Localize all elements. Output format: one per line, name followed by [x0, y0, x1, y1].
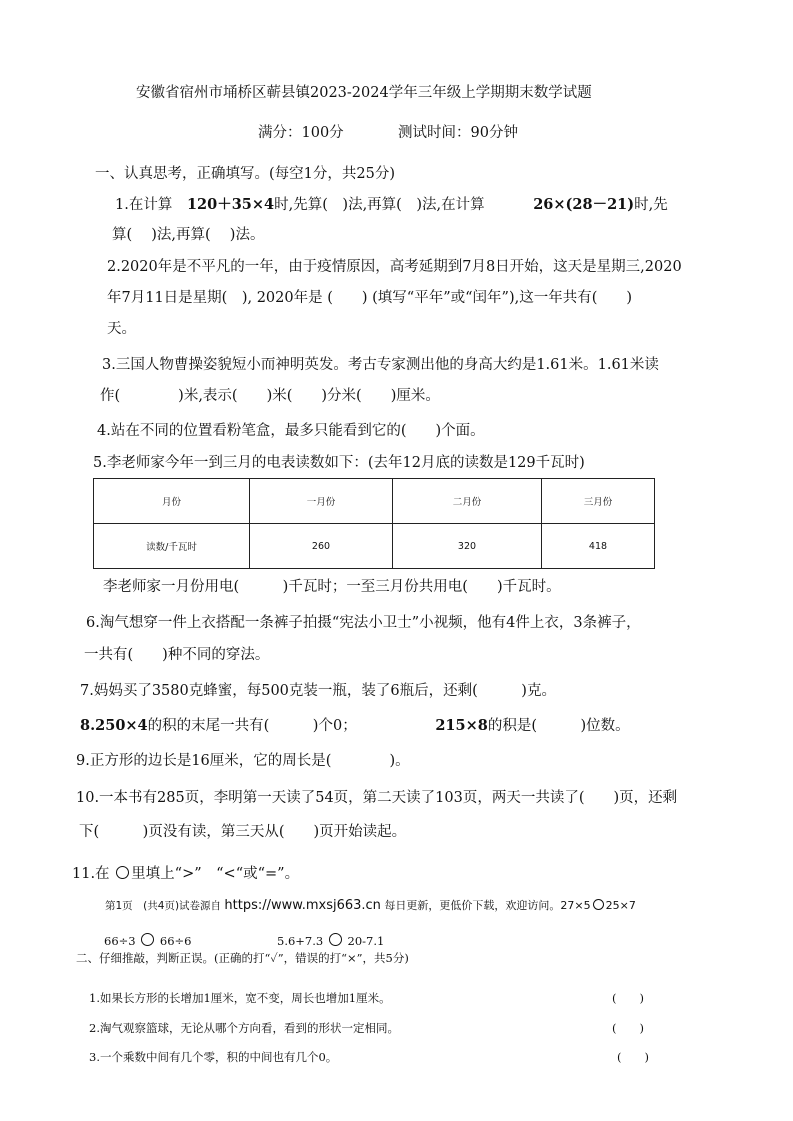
footer-text-c: 25×7 [605, 899, 636, 912]
table-cell: 418 [542, 524, 655, 569]
footer-text-a: 第1页 (共4页)试卷源自 [105, 900, 225, 912]
compare-right: 66÷6 [159, 934, 192, 948]
q11-text-b: 里填上“>” “<“或“=”。 [131, 866, 300, 882]
q5-text: 5.李老师家今年一到三月的电表读数如下：(去年12月底的读数是129千瓦时) [93, 455, 585, 471]
blank-circle-icon [329, 933, 342, 946]
blank-circle-icon [141, 933, 154, 946]
q10-line1: 10.一本书有285页，李明第一天读了54页，第二天读了103页，两天一共读了( )页，还剩 [76, 790, 678, 806]
q2-line3: 天。 [107, 321, 136, 337]
q8-text-a: 的积的末尾一共有( )个0； [147, 718, 357, 734]
q1-expr2: 26×(28－21) [533, 196, 635, 213]
q8-expr2: 215×8 [435, 717, 488, 734]
q5-after: 李老师家一月份用电( )千瓦时；一至三月份共用电( )千瓦时。 [103, 579, 561, 595]
q1-line2: 算( )法,再算( )法。 [112, 227, 265, 243]
q11-text-a: 11.在 [72, 866, 110, 882]
compare-right: 20-7.1 [347, 934, 385, 948]
page-footer [105, 897, 636, 913]
q8 [80, 714, 630, 735]
section-2-heading: 二、仔细推敲，判断正误。(正确的打“✓”，错误的打“×”，共5分) [76, 951, 409, 965]
q8-text-b: 的积是( )位数。 [487, 718, 630, 734]
compare-left: 66÷3 [104, 934, 136, 948]
table-cell: 320 [393, 524, 542, 569]
q10-line2: 下( )页没有读，第三天从( )页开始读起。 [79, 824, 407, 840]
test-time: 测试时间：90分钟 [398, 125, 518, 141]
q11-line [72, 862, 299, 883]
footer-text-b: 每日更新，更低价下载，欢迎访问。27×5 [380, 899, 591, 912]
q1-line1 [115, 193, 668, 214]
judge-bracket-1: ( ) [612, 991, 644, 1005]
page-title: 安徽省宿州市埇桥区蕲县镇2023-2024学年三年级上学期期末数学试题 [136, 85, 592, 101]
q6-line2: 一共有( )种不同的穿法。 [84, 647, 270, 663]
blank-circle-icon [593, 899, 604, 910]
blank-circle-icon [116, 866, 129, 879]
q1-text-c: 时,先 [634, 197, 668, 213]
judge-item-2: 2.淘气观察篮球，无论从哪个方向看，看到的形状一定相同。 [89, 1021, 399, 1035]
compare-left: 5.6+7.3 [277, 934, 324, 948]
q7: 7.妈妈买了3580克蜂蜜，每500克装一瓶，装了6瓶后，还剩( )克。 [80, 683, 556, 699]
q2-line1: 2.2020年是不平凡的一年，由于疫情原因，高考延期到7月8日开始，这天是星期三,2020 [107, 259, 682, 275]
q9: 9.正方形的边长是16厘米，它的周长是( )。 [76, 753, 410, 769]
table-row [94, 524, 655, 569]
section-1-heading: 一、认真思考，正确填写。(每空1分，共25分) [95, 166, 395, 182]
table-header-cell: 一月份 [250, 479, 393, 524]
q1-expr1: 120＋35×4 [186, 196, 275, 213]
footer-url[interactable]: https://www.mxsj663.cn [224, 898, 381, 913]
q2-line2: 年7月11日是星期( ), 2020年是 ( ) (填写“平年”或“闰年”),这一年共有( ) [107, 290, 633, 306]
table-header-cell: 月份 [94, 479, 250, 524]
table-cell: 读数/千瓦时 [94, 524, 250, 569]
q6-line1: 6.淘气想穿一件上衣搭配一条裤子拍摄“宪法小卫士”小视频，他有4件上衣，3条裤子， [86, 615, 641, 631]
table-header-cell: 二月份 [393, 479, 542, 524]
judge-item-1: 1.如果长方形的长增加1厘米，宽不变，周长也增加1厘米。 [89, 991, 391, 1005]
q3-line2: 作( )米,表示( )米( )分米( )厘米。 [100, 388, 440, 404]
table-cell: 260 [250, 524, 393, 569]
full-score: 满分：100分 [258, 125, 344, 141]
q3-line1: 3.三国人物曹操姿貌短小而神明英发。考古专家测出他的身高大约是1.61米。1.61米读 [102, 357, 659, 373]
meter-reading-table [93, 478, 655, 569]
judge-bracket-2: ( ) [612, 1021, 644, 1035]
q11-item-2 [277, 933, 384, 948]
q1-text-a: 1.在计算 [115, 197, 173, 213]
q8-expr1: 8.250×4 [80, 717, 148, 734]
table-header-cell: 三月份 [542, 479, 655, 524]
q4: 4.站在不同的位置看粉笔盒，最多只能看到它的( )个面。 [97, 423, 485, 439]
judge-bracket-3: ( ) [617, 1050, 649, 1064]
q11-item-1 [104, 933, 192, 948]
table-header-row [94, 479, 655, 524]
q1-text-b: 时,先算( )法,再算( )法,在计算 [274, 197, 485, 213]
judge-item-3: 3.一个乘数中间有几个零，积的中间也有几个0。 [89, 1050, 338, 1064]
